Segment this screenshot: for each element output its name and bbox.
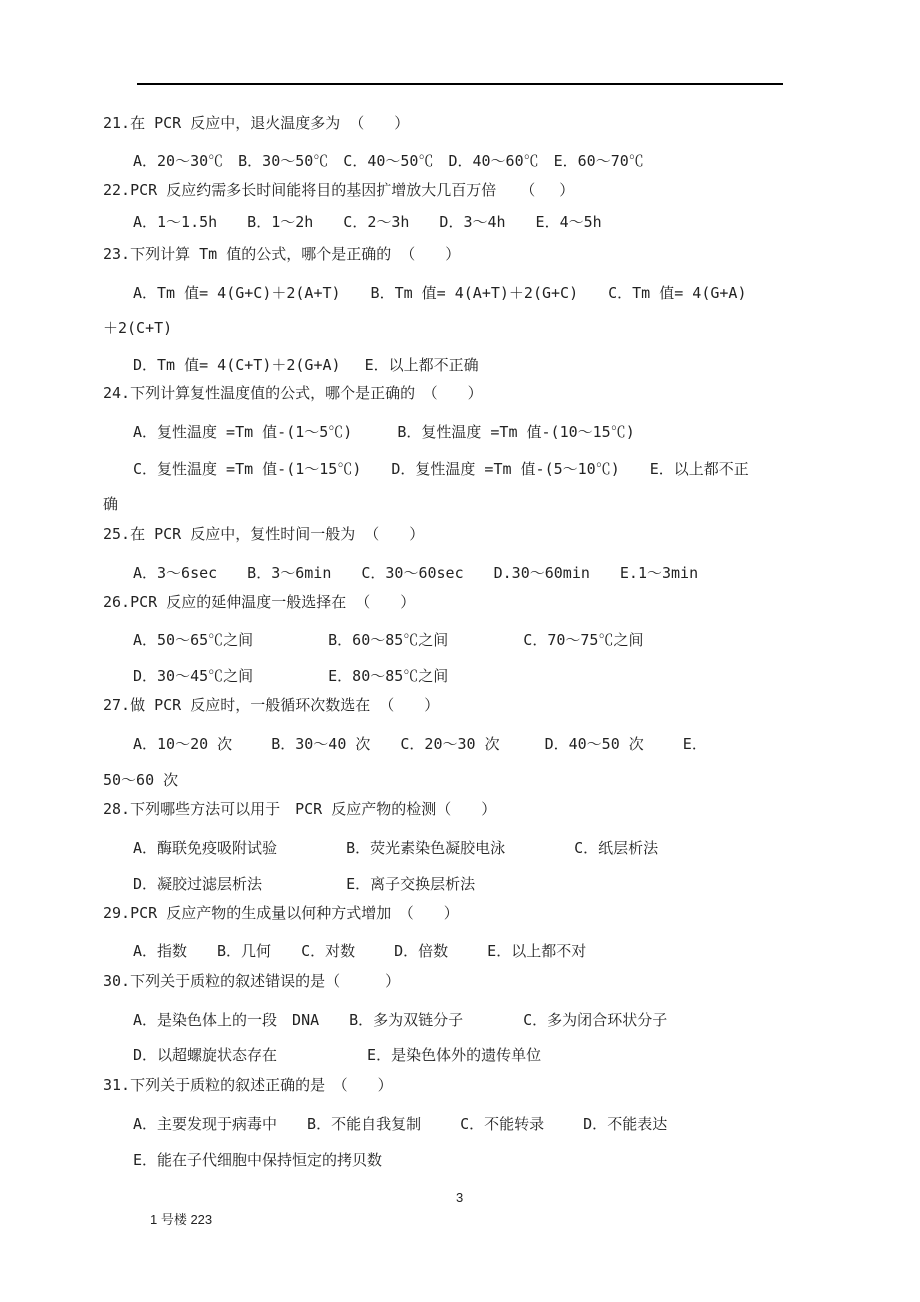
options-24-wrap: 确 xyxy=(103,495,119,513)
options-23-a-c: A．Tm 值= 4(G+C)＋2(A+T) B．Tm 值= 4(A+T)＋2(G+C) C．Tm 值= 4(G+A) xyxy=(133,284,747,302)
options-28-d-e: D．凝胶过滤层析法 E．离子交换层析法 xyxy=(133,875,476,893)
question-21: 21.在 PCR 反应中，退火温度多为 （ ） xyxy=(103,114,410,132)
question-25: 25.在 PCR 反应中，复性时间一般为 （ ） xyxy=(103,525,425,543)
question-22: 22.PCR 反应约需多长时间能将目的基因扩增放大几百万倍 （ ） xyxy=(103,181,575,199)
question-31: 31.下列关于质粒的叙述正确的是 （ ） xyxy=(103,1076,393,1094)
options-27-wrap: 50～60 次 xyxy=(103,771,179,789)
options-31-a-d: A．主要发现于病毒中 B．不能自我复制 C．不能转录 D．不能表达 xyxy=(133,1115,668,1133)
question-29: 29.PCR 反应产物的生成量以何种方式增加 （ ） xyxy=(103,904,459,922)
question-23: 23.下列计算 Tm 值的公式，哪个是正确的 （ ） xyxy=(103,245,461,263)
options-21: A．20～30℃ B．30～50℃ C．40～50℃ D．40～60℃ E．60～70℃ xyxy=(133,152,644,170)
question-28: 28.下列哪些方法可以用于 PCR 反应产物的检测（ ） xyxy=(103,800,497,818)
options-23-wrap: ＋2(C+T) xyxy=(103,319,173,337)
options-25: A．3～6sec B．3～6min C．30～60sec D.30～60min E.1～3min xyxy=(133,564,699,582)
options-29: A．指数 B．几何 C．对数 D．倍数 E．以上都不对 xyxy=(133,942,587,960)
question-27: 27.做 PCR 反应时，一般循环次数选在 （ ） xyxy=(103,696,440,714)
header-rule xyxy=(137,83,783,85)
footer-location: 1 号楼 223 xyxy=(150,1212,213,1227)
page-number: 3 xyxy=(456,1190,464,1205)
options-30-a-c: A．是染色体上的一段 DNA B．多为双链分子 C．多为闭合环状分子 xyxy=(133,1011,668,1029)
options-31-e: E．能在子代细胞中保持恒定的拷贝数 xyxy=(133,1151,383,1169)
options-30-d-e: D．以超螺旋状态存在 E．是染色体外的遗传单位 xyxy=(133,1046,542,1064)
options-24-a-b: A．复性温度 =Tm 值-(1～5℃) B．复性温度 =Tm 值-(10～15℃) xyxy=(133,423,635,441)
options-24-c-e: C．复性温度 =Tm 值-(1～15℃) D．复性温度 =Tm 值-(5～10℃) E．以上都不正 xyxy=(133,460,749,478)
options-26-d-e: D．30～45℃之间 E．80～85℃之间 xyxy=(133,667,449,685)
options-27: A．10～20 次 B．30～40 次 C．20～30 次 D．40～50 次 E． xyxy=(133,735,707,753)
options-26-a-c: A．50～65℃之间 B．60～85℃之间 C．70～75℃之间 xyxy=(133,631,644,649)
options-22: A．1～1.5h B．1～2h C．2～3h D．3～4h E．4～5h xyxy=(133,213,602,231)
options-23-d-e: D．Tm 值= 4(C+T)＋2(G+A) E．以上都不正确 xyxy=(133,356,479,374)
question-24: 24.下列计算复性温度值的公式，哪个是正确的 （ ） xyxy=(103,384,483,402)
question-26: 26.PCR 反应的延伸温度一般选择在 （ ） xyxy=(103,593,416,611)
options-28-a-c: A．酶联免疫吸附试验 B．荧光素染色凝胶电泳 C．纸层析法 xyxy=(133,839,659,857)
question-30: 30.下列关于质粒的叙述错误的是（ ） xyxy=(103,972,401,990)
